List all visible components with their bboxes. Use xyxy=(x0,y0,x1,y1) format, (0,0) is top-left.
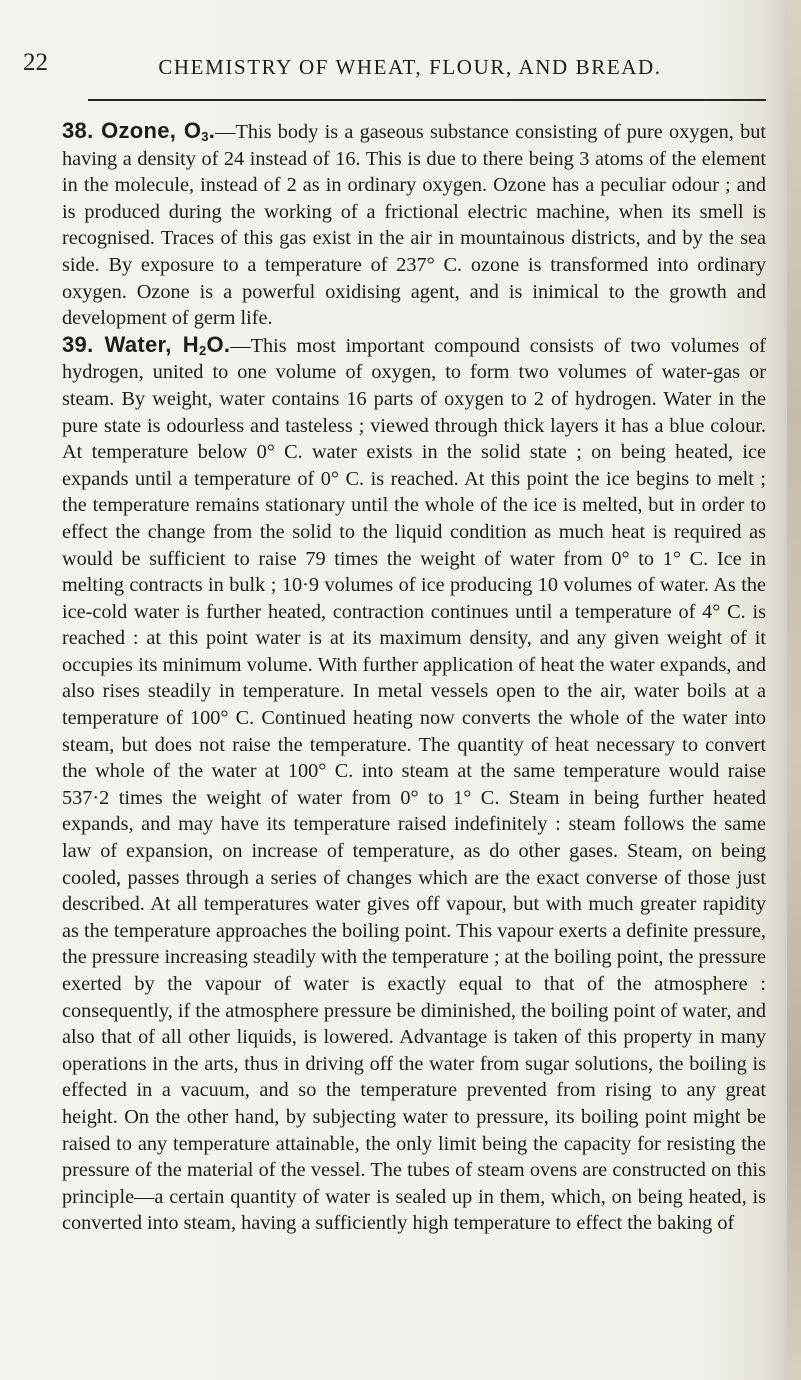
section-39-title: Water, xyxy=(104,331,172,357)
header-rule xyxy=(88,99,766,101)
running-head: CHEMISTRY OF WHEAT, FLOUR, AND BREAD. xyxy=(158,55,662,79)
formula-tail: O. xyxy=(206,331,231,357)
section-39-formula xyxy=(183,332,231,357)
section-39-paragraph xyxy=(62,332,766,1237)
section-39-number: 39. xyxy=(62,331,94,357)
page-edge-shadow xyxy=(787,0,801,1380)
formula-subscript: 3 xyxy=(201,129,209,144)
section-38-body: —This body is a gaseous substance consisting of pure oxygen, but having a density of 24 instead of 16. This is due to there being 3 atoms of the element in the molecule, instead of 2 as in ordinary oxygen. Ozone has a peculiar odour ; and is produced during the working of a frictional electric machine, when its smell is recognised. Traces of this gas exist in the air in mountainous districts, and by the sea side. By exposure to a temperature of 237° C. ozone is transformed into ordinary oxygen. Ozone is a powerful oxidising agent, and is inimical to the growth and development of germ life. xyxy=(62,121,766,330)
formula-subscript: 2 xyxy=(198,342,207,358)
section-38-formula xyxy=(184,118,215,143)
section-39-heading xyxy=(62,332,230,357)
formula-base: H xyxy=(182,331,199,357)
formula-tail: . xyxy=(208,118,216,143)
formula-base: O xyxy=(183,118,202,143)
section-39-body: —This most important compound consists of two volumes of hydrogen, united to one volume of oxygen, to form two volumes of water-gas or steam. By weight, water contains 16 parts of oxygen to 2 of hydrogen. Water in the pure state is odourless and tasteless ; viewed through thick layers it has a blue colour. At temperature below 0° C. water exists in the solid state ; on being heated, ice expands until a temperature of 0° C. is reached. At this point the ice begins to melt ; the temperature remains stationary until the whole of the ice is melted, but in order to effect the change from the solid to the liquid condition as much heat is required as would be sufficient to raise 79 times the weight of water from 0° to 1° C. Ice in melting contracts in bulk ; 10·9 volumes of ice producing 10 volumes of water. As the ice-cold water is further heated, contraction continues until a temperature of 4° C. is reached : at this point water is at its maximum density, and any given weight of it occupies its minimum volume. With further application of heat the water expands, and also rises steadily in temperature. In metal vessels open to the air, water boils at a temperature of 100° C. Continued heating now converts the whole of the water into steam, but does not raise the temperature. The quantity of heat necessary to convert the whole of the water at 100° C. into steam at the same temperature would raise 537·2 times the weight of water from 0° to 1° C. Steam in being further heated expands, and may have its temperature raised indefinitely : steam follows the same law of expansion, on increase of temperature, as do other gases. Steam, on being cooled, passes through a series of changes which are the exact converse of those just described. At all temperatures water gives off vapour, but with much greater rapidity as the temperature approaches the boiling point. This vapour exerts a definite pressure, the pressure increasing steadily with the temperature ; at the boiling point, the pressure exerted by the vapour of water is exactly equal to that of the atmosphere : consequently, if the atmosphere pressure be diminished, the boiling point of water, and also that of all other liquids, is lowered. Advantage is taken of this property in many operations in the arts, thus in driving off the water from sugar solutions, the boiling is effected in a vacuum, and so the temperature prevented from rising to any great height. On the other hand, by subjecting water to pressure, its boiling point might be raised to any temperature attainable, the only limit being the capacity for resisting the pressure of the material of the vessel. The tubes of steam ovens are constructed on this principle—a certain quantity of water is sealed up in them, which, on being heated, is converted into steam, having a sufficiently high temperature to effect the baking of xyxy=(62,334,767,1235)
body-text xyxy=(62,118,766,1237)
section-38-number: 38. xyxy=(62,118,94,143)
section-38-title: Ozone, xyxy=(101,118,177,143)
section-38-paragraph xyxy=(62,118,766,332)
section-38-heading xyxy=(62,118,215,143)
page-number: 22 xyxy=(23,49,48,76)
